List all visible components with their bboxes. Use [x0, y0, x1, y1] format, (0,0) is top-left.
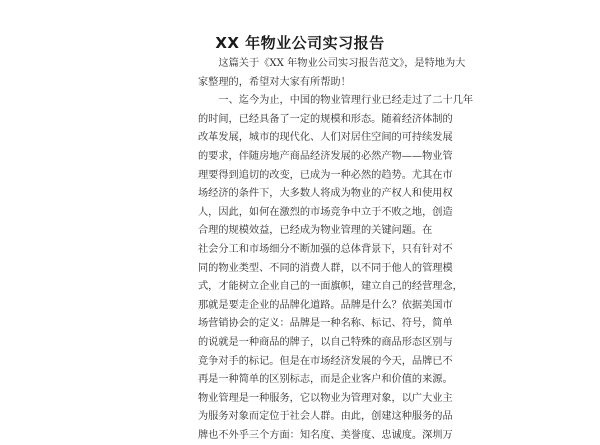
document-title: XX 年物业公司实习报告 — [215, 34, 385, 52]
body-line: 家整理的，希望对大家有所帮助！ — [198, 76, 351, 88]
body-line: 社会分工和市场细分不断加强的总体背景下，只有针对不 — [198, 243, 453, 255]
body-line: 那就是要走企业的品牌化道路。品牌是什么？依据美国市 — [198, 299, 453, 311]
body-line: 场营销协会的定义：品牌是一种名称、标记、符号，简单 — [198, 318, 453, 330]
body-line: 同的物业类型、不同的消费人群，以不同于他人的管理模 — [198, 262, 453, 274]
body-line: 场经济的条件下，大多数人将成为物业的产权人和使用权 — [198, 188, 453, 200]
body-line: 一、迄今为止，中国的物业管理行业已经走过了二十几年 — [218, 95, 474, 107]
body-line: 的说就是一种商品的牌子，以自己特殊的商品形态区别与 — [198, 336, 453, 348]
body-line: 牌也不外乎三个方面：知名度、美誉度、忠诚度。深圳万 — [198, 429, 453, 441]
body-line: 改革发展，城市的现代化、人们对居住空间的可持续发展 — [198, 132, 453, 144]
body-line: 的时间，已经具备了一定的规模和形态。随着经济体制的 — [198, 113, 453, 125]
body-line: 为服务对象而定位于社会人群。由此，创建这种服务的品 — [198, 411, 453, 423]
body-line: 再是一种简单的区别标志，而是企业客户和价值的来源。 — [198, 374, 453, 386]
body-line: 式，才能树立企业自己的一面旗帜，建立自己的经营理念， — [198, 281, 463, 293]
body-line: 人，因此，如何在激烈的市场竞争中立于不败之地，创造 — [198, 206, 453, 218]
body-line: 的要求，伴随房地产商品经济发展的必然产物——物业管 — [198, 150, 453, 162]
body-line: 合理的规模效益，已经成为物业管理的关键问题。在 — [198, 225, 433, 237]
body-line: 理要得到追切的改变，已成为一种必然的趋势。尤其在市 — [198, 169, 453, 181]
body-line: 竞争对手的标记。但是在市场经济发展的今天，品牌已不 — [198, 355, 453, 367]
body-line: 物业管理是一种服务，它以物业为管理对象，以广大业主 — [198, 392, 453, 404]
document-body — [198, 55, 474, 445]
body-line: 这篇关于《XX 年物业公司实习报告范文》，是特地为大 — [218, 58, 466, 69]
